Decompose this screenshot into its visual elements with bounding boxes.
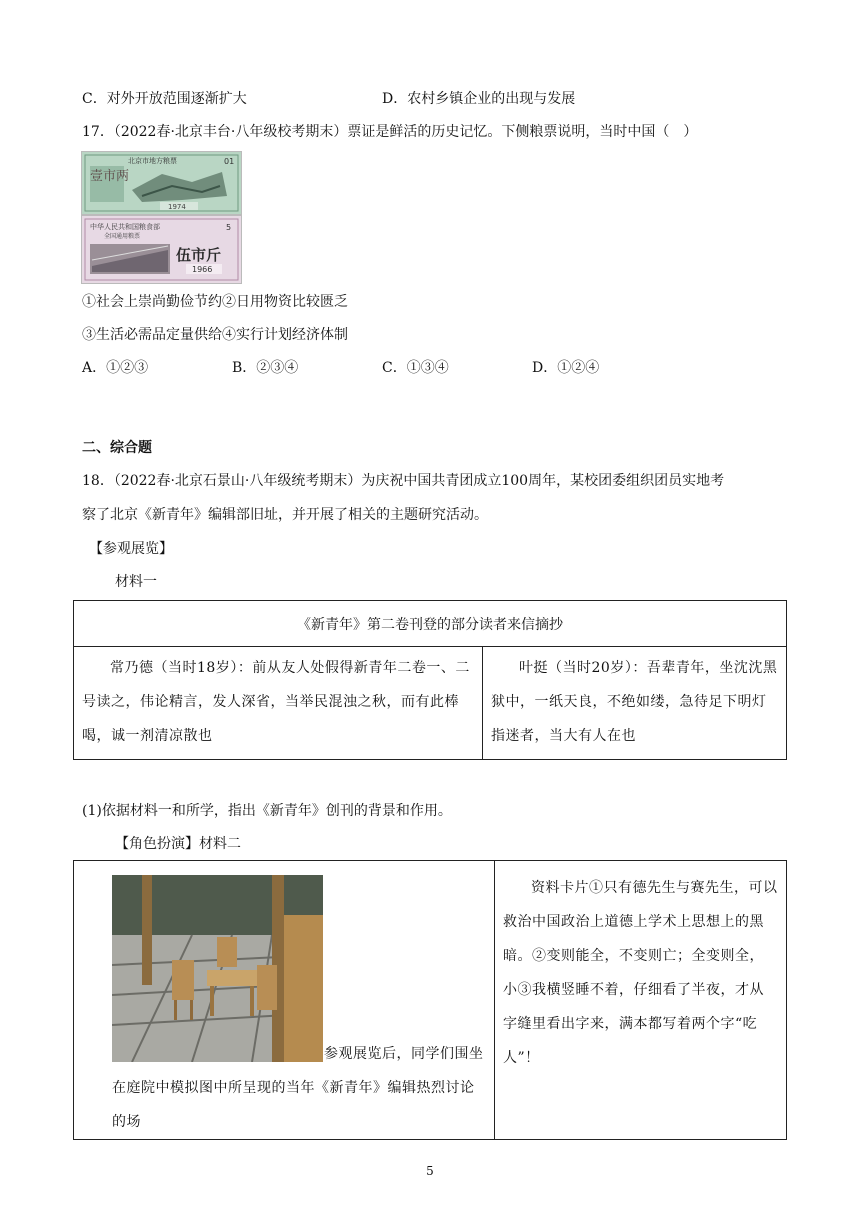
q17-option-a: A．①②③: [82, 360, 149, 376]
section-heading: 二、综合题: [82, 440, 152, 456]
ticket-top-number: 01: [224, 157, 235, 166]
q18-stem-line-1: 18．（2022春·北京石景山·八年级统考期末）为庆祝中国共青团成立100周年，某校团委组织团员实地考: [82, 473, 725, 489]
q17-option-d: D．①②④: [532, 360, 600, 376]
material-1-table-title: 《新青年》第二卷刊登的部分读者来信摘抄: [74, 601, 787, 647]
q18-stem-line-2: 察了北京《新青年》编辑部旧址，并开展了相关的主题研究活动。: [82, 507, 488, 523]
ticket-bottom-year: 1966: [192, 265, 213, 274]
ticket-top-denomination: 壹市两: [90, 169, 130, 184]
reader-letter-ye: 叶挺（当时20岁）：吾辈青年，坐沈沈黑狱中，一纸天良，不绝如缕，急待足下明灯指迷者，当大有人在也: [491, 660, 778, 744]
ration-ticket-top: [81, 151, 242, 215]
material-1-right-cell: [483, 647, 787, 760]
ticket-top-year: 1974: [168, 203, 186, 211]
courtyard-photo: [112, 875, 323, 1062]
material-2-caption: 参观展览后，同学们围坐在庭院中模拟图中所呈现的当年《新青年》编辑热烈讨论的场: [112, 1046, 484, 1130]
ticket-bottom-denomination: 伍市斤: [176, 246, 222, 264]
reader-letter-chang: 常乃德（当时18岁）：前从友人处假得新青年二卷一、二号读之，伟论精言，发人深省，当举民混浊之秋，而有此棒喝，诚一剂清凉散也: [82, 660, 470, 744]
ration-ticket-top-image: [82, 152, 241, 214]
ticket-top-header: 北京市地方粮票: [128, 157, 177, 165]
page-number: 5: [426, 1164, 434, 1178]
material-2-left-cell: [74, 861, 495, 1140]
visit-exhibition-label: 【参观展览】: [89, 541, 173, 557]
q16-option-d: D．农村乡镇企业的出现与发展: [382, 91, 576, 107]
q17-option-b: B．②③④: [232, 360, 299, 376]
material-2-right-cell: [495, 861, 787, 1140]
ticket-bottom-number: 5: [226, 223, 232, 232]
q17-statement-1: ①社会上崇尚勤俭节约②日用物资比较匮乏: [82, 294, 348, 310]
material-1-label: 材料一: [115, 574, 157, 590]
material-2-table: [73, 860, 787, 1140]
q16-option-c: C．对外开放范围逐渐扩大: [82, 91, 247, 107]
q17-statement-2: ③生活必需品定量供给④实行计划经济体制: [82, 327, 348, 343]
q18-subquestion-1: (1)依据材料一和所学，指出《新青年》创刊的背景和作用。: [82, 803, 452, 819]
ration-ticket-bottom-image: [82, 216, 241, 283]
material-1-left-cell: [74, 647, 483, 760]
ticket-bottom-header: 中华人民共和国粮食部: [90, 223, 160, 231]
role-play-label: 【角色扮演】材料二: [115, 836, 241, 852]
q17-stem: 17．（2022春·北京丰台·八年级校考期末）票证是鲜活的历史记忆。下侧粮票说明，当时中国（ ）: [82, 124, 698, 140]
material-1-table: [73, 600, 787, 760]
ticket-bottom-subheader: 全国通用粮票: [104, 233, 141, 240]
ration-ticket-bottom: [81, 215, 242, 284]
material-2-data-card: 资料卡片①只有德先生与赛先生，可以救治中国政治上道德上学术上思想上的黑暗。②变则能全，不变则亡；全变则全，小③我横竖睡不着，仔细看了半夜，才从字缝里看出字来，满本都写着两个字“吃人”！: [503, 880, 778, 1066]
q17-option-c: C．①③④: [382, 360, 449, 376]
